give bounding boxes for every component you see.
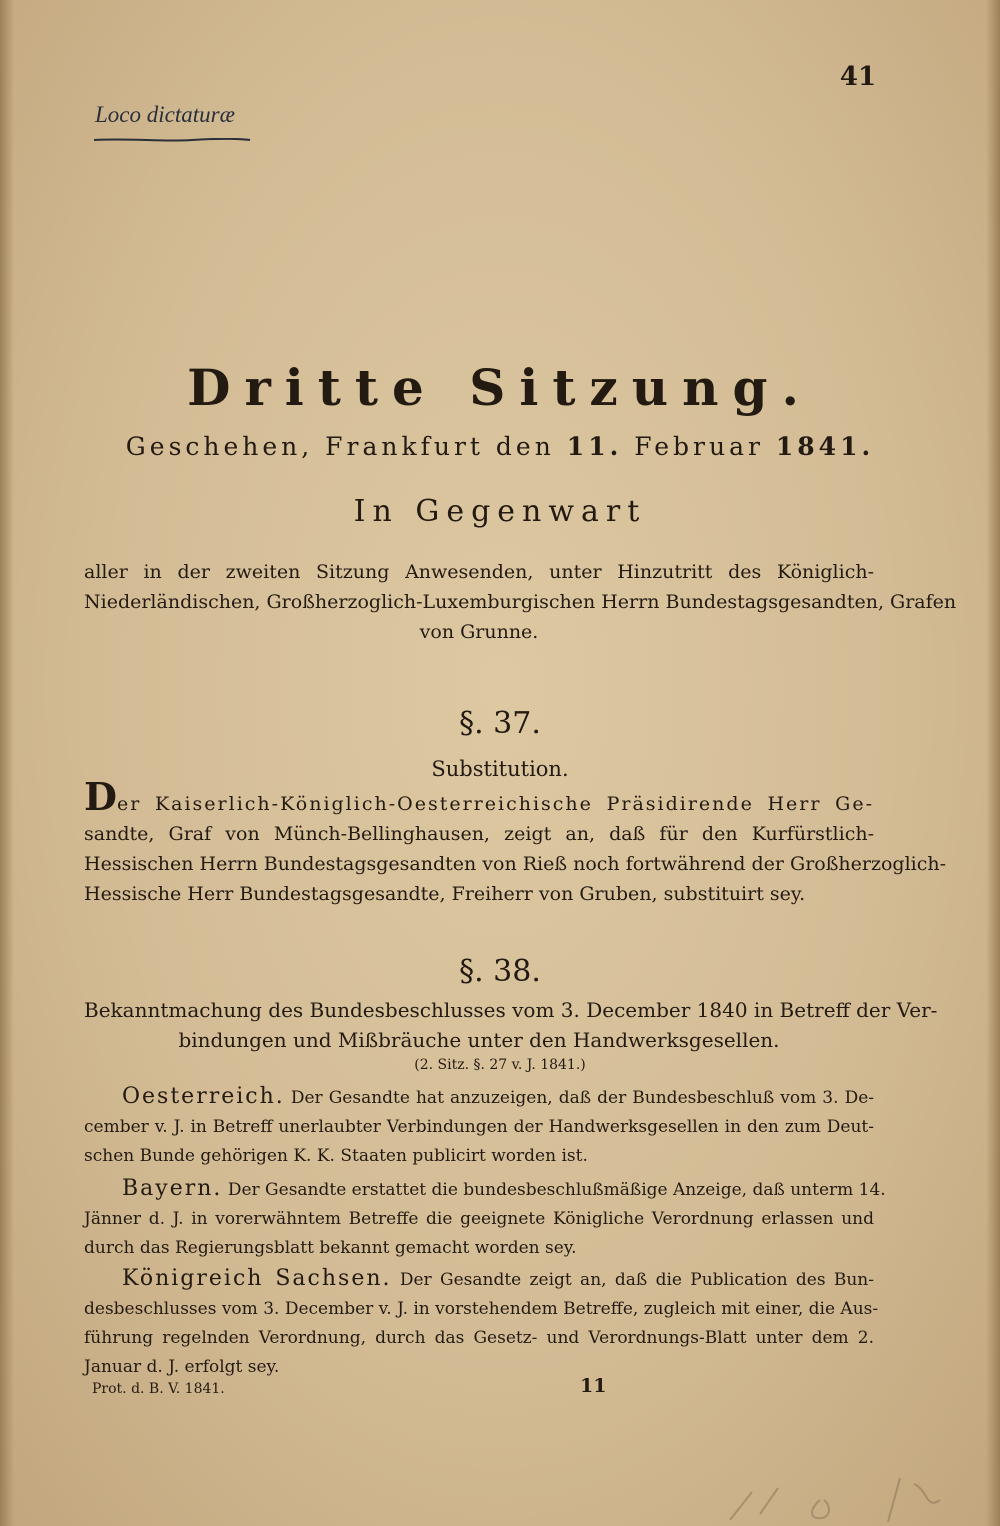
state-line: Bayern. Der Gesandte erstattet die bundesbeschlußmäßige Anzeige, daß unterm 14. xyxy=(122,1176,886,1201)
page-number: 41 xyxy=(839,62,877,92)
handwritten-note: Loco dictaturæ xyxy=(95,102,235,127)
section-37-line: sandte, Graf von Münch-Bellinghausen, zeigt an, daß für den Kurfürstlich- xyxy=(84,823,874,845)
session-date-prefix: Geschehen, Frankfurt den xyxy=(125,432,555,461)
state-line: schen Bunde gehörigen K. K. Staaten publicirt worden ist. xyxy=(84,1146,588,1166)
section-37-line: Hessischen Herrn Bundestagsgesandten von Rieß noch fortwährend der Großherzoglich- xyxy=(84,853,947,875)
signature-number: 11 xyxy=(580,1375,607,1397)
section-37-body xyxy=(84,774,947,909)
session-date xyxy=(0,432,1000,461)
state-paragraph-saxony xyxy=(84,1264,879,1382)
state-line: Januar d. J. erfolgt sey. xyxy=(84,1357,280,1377)
section-38-heading-line: Bekanntmachung des Bundesbeschlusses vom 3. December 1840 in Betreff der Ver- xyxy=(84,998,938,1022)
state-line: Oesterreich. Der Gesandte hat anzuzeigen, daß der Bundesbeschluß vom 3. De- xyxy=(122,1084,874,1109)
attendance-line: von Grunne. xyxy=(419,621,539,643)
state-line: desbeschlusses vom 3. December v. J. in vorstehendem Betreffe, zugleich mit einer, die Aus- xyxy=(84,1299,879,1319)
section-38-heading-line: bindungen und Mißbräuche unter den Handwerksgesellen. xyxy=(178,1028,780,1052)
attendance-paragraph xyxy=(84,557,957,647)
section-38-heading xyxy=(84,995,938,1055)
state-line: Jänner d. J. in vorerwähntem Betreffe die geeignete Königliche Verordnung erlassen und xyxy=(84,1209,874,1229)
section-37-line: Hessische Herr Bundestagsgesandte, Freiherr von Gruben, substituirt sey. xyxy=(84,883,806,905)
presence-heading: In Gegenwart xyxy=(353,494,647,529)
state-paragraph-austria xyxy=(84,1082,874,1171)
pencil-marks xyxy=(700,1470,960,1526)
state-line: führung regelnden Verordnung, durch das Gesetz- und Verordnungs-Blatt unter dem 2. xyxy=(84,1328,874,1348)
state-name-bavaria: Bayern. xyxy=(122,1176,223,1201)
section-37-heading: Substitution. xyxy=(431,757,569,781)
attendance-line: aller in der zweiten Sitzung Anwesenden, unter Hinzutritt des Königlich- xyxy=(84,561,874,583)
section-38-number: §. 38. xyxy=(459,954,541,989)
session-date-month: Februar xyxy=(634,432,764,461)
attendance-line: Niederländischen, Großherzoglich-Luxemburgischen Herrn Bundestagsgesandten, Grafen xyxy=(84,591,957,613)
section-37-line: Der Kaiserlich-Königlich-Oesterreichische Präsidirende Herr Ge- xyxy=(84,774,874,819)
section-38-reference: (2. Sitz. §. 27 v. J. 1841.) xyxy=(414,1057,586,1073)
session-date-day: 11. xyxy=(566,432,623,461)
state-line: Königreich Sachsen. Der Gesandte zeigt an, daß die Publication des Bun- xyxy=(122,1266,875,1291)
state-name-austria: Oesterreich. xyxy=(122,1084,285,1109)
dropcap: D xyxy=(84,774,117,819)
state-name-saxony: Königreich Sachsen. xyxy=(122,1266,392,1291)
footer-protocol: Prot. d. B. V. 1841. xyxy=(92,1381,225,1397)
session-title: Dritte Sitzung. xyxy=(187,358,813,417)
state-line: durch das Regierungsblatt bekannt gemacht worden sey. xyxy=(84,1238,577,1258)
session-date-year: 1841. xyxy=(775,432,875,461)
section-37-number: §. 37. xyxy=(459,706,541,741)
state-paragraph-bavaria xyxy=(84,1174,886,1263)
handwritten-underline xyxy=(92,138,252,142)
state-line: cember v. J. in Betreff unerlaubter Verbindungen der Handwerksgesellen in den zum Deut- xyxy=(84,1117,874,1137)
